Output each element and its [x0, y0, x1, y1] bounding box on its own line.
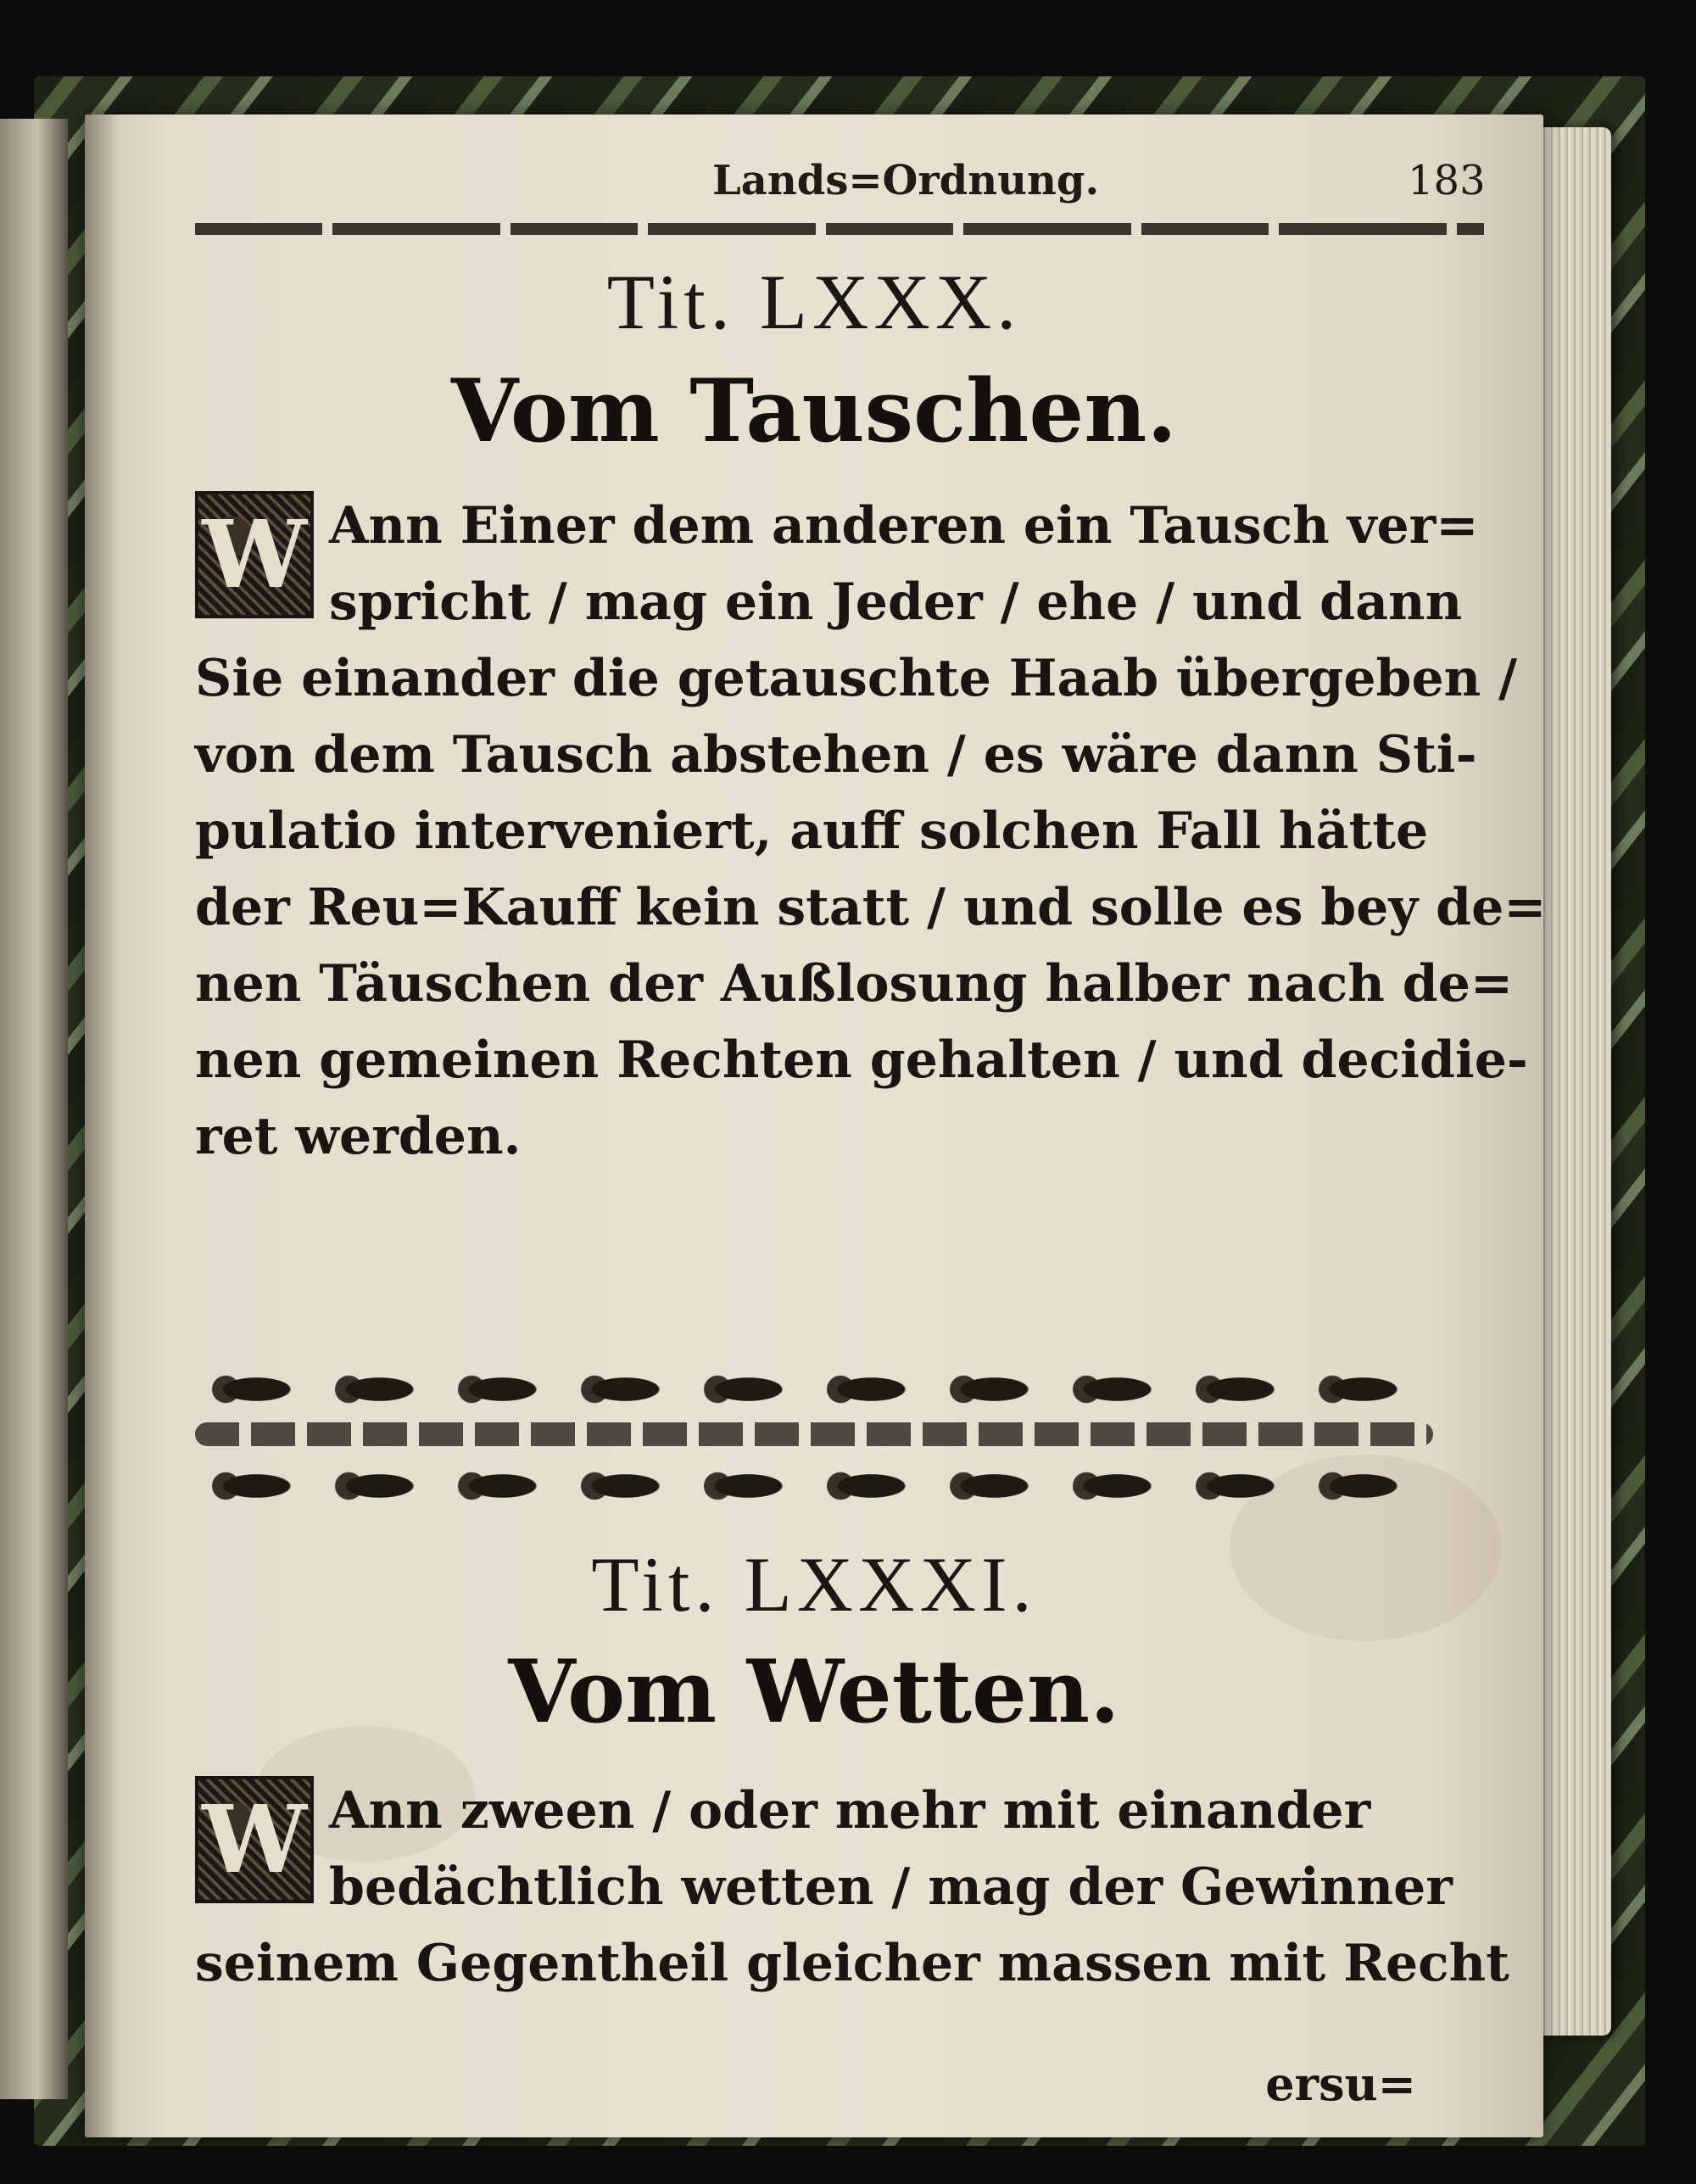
- ornament-row-middle: [195, 1422, 1433, 1446]
- text-line: Sie einander die getauschte Haab übergeben /: [195, 649, 1518, 708]
- decorated-initial: [195, 491, 314, 618]
- text-line: ret werden.: [195, 1107, 522, 1166]
- ornament-band: [195, 1361, 1433, 1514]
- section-number: Tit. LXXX.: [606, 259, 1022, 345]
- text-line: Ann Einer dem anderen ein Tausch ver=: [329, 496, 1479, 556]
- page-number: 183: [1408, 157, 1486, 204]
- section-title: Vom Tauschen.: [451, 360, 1177, 462]
- initial-letter: W: [202, 1785, 307, 1894]
- text-line: seinem Gegentheil gleicher massen mit Recht: [195, 1934, 1510, 1993]
- section-number: Tit. LXXXI.: [591, 1541, 1037, 1628]
- text-line: bedächtlich wetten / mag der Gewinner: [329, 1857, 1453, 1917]
- initial-letter: W: [202, 500, 307, 609]
- text-line: nen Täuschen der Außlosung halber nach de=: [195, 954, 1514, 1014]
- running-head: [170, 150, 1486, 209]
- catchword: ersu=: [1265, 2057, 1416, 2111]
- section-paragraph: [195, 488, 1547, 1175]
- text-line: nen gemeinen Rechten gehalten / und decidie-: [195, 1031, 1528, 1090]
- left-page-edge: [0, 119, 68, 2099]
- section-paragraph: [195, 1773, 1510, 2002]
- section-title: Vom Wetten.: [508, 1641, 1120, 1743]
- text-line: spricht / mag ein Jeder / ehe / und dann: [329, 573, 1463, 632]
- text-line: pulatio interveniert, auff solchen Fall hätte: [195, 802, 1429, 861]
- decorated-initial: [195, 1776, 314, 1903]
- ornament-row-bottom: [195, 1465, 1433, 1507]
- ornament-row-top: [195, 1368, 1433, 1410]
- running-head-title: Lands=Ordnung.: [712, 157, 1100, 204]
- header-rule: [195, 223, 1484, 235]
- text-line: von dem Tausch abstehen / es wäre dann Sti-: [195, 725, 1477, 785]
- text-line: der Reu=Kauff kein statt / und solle es bey de=: [195, 878, 1547, 937]
- book-page: [85, 115, 1547, 2137]
- text-line: Ann zween / oder mehr mit einander: [329, 1781, 1371, 1840]
